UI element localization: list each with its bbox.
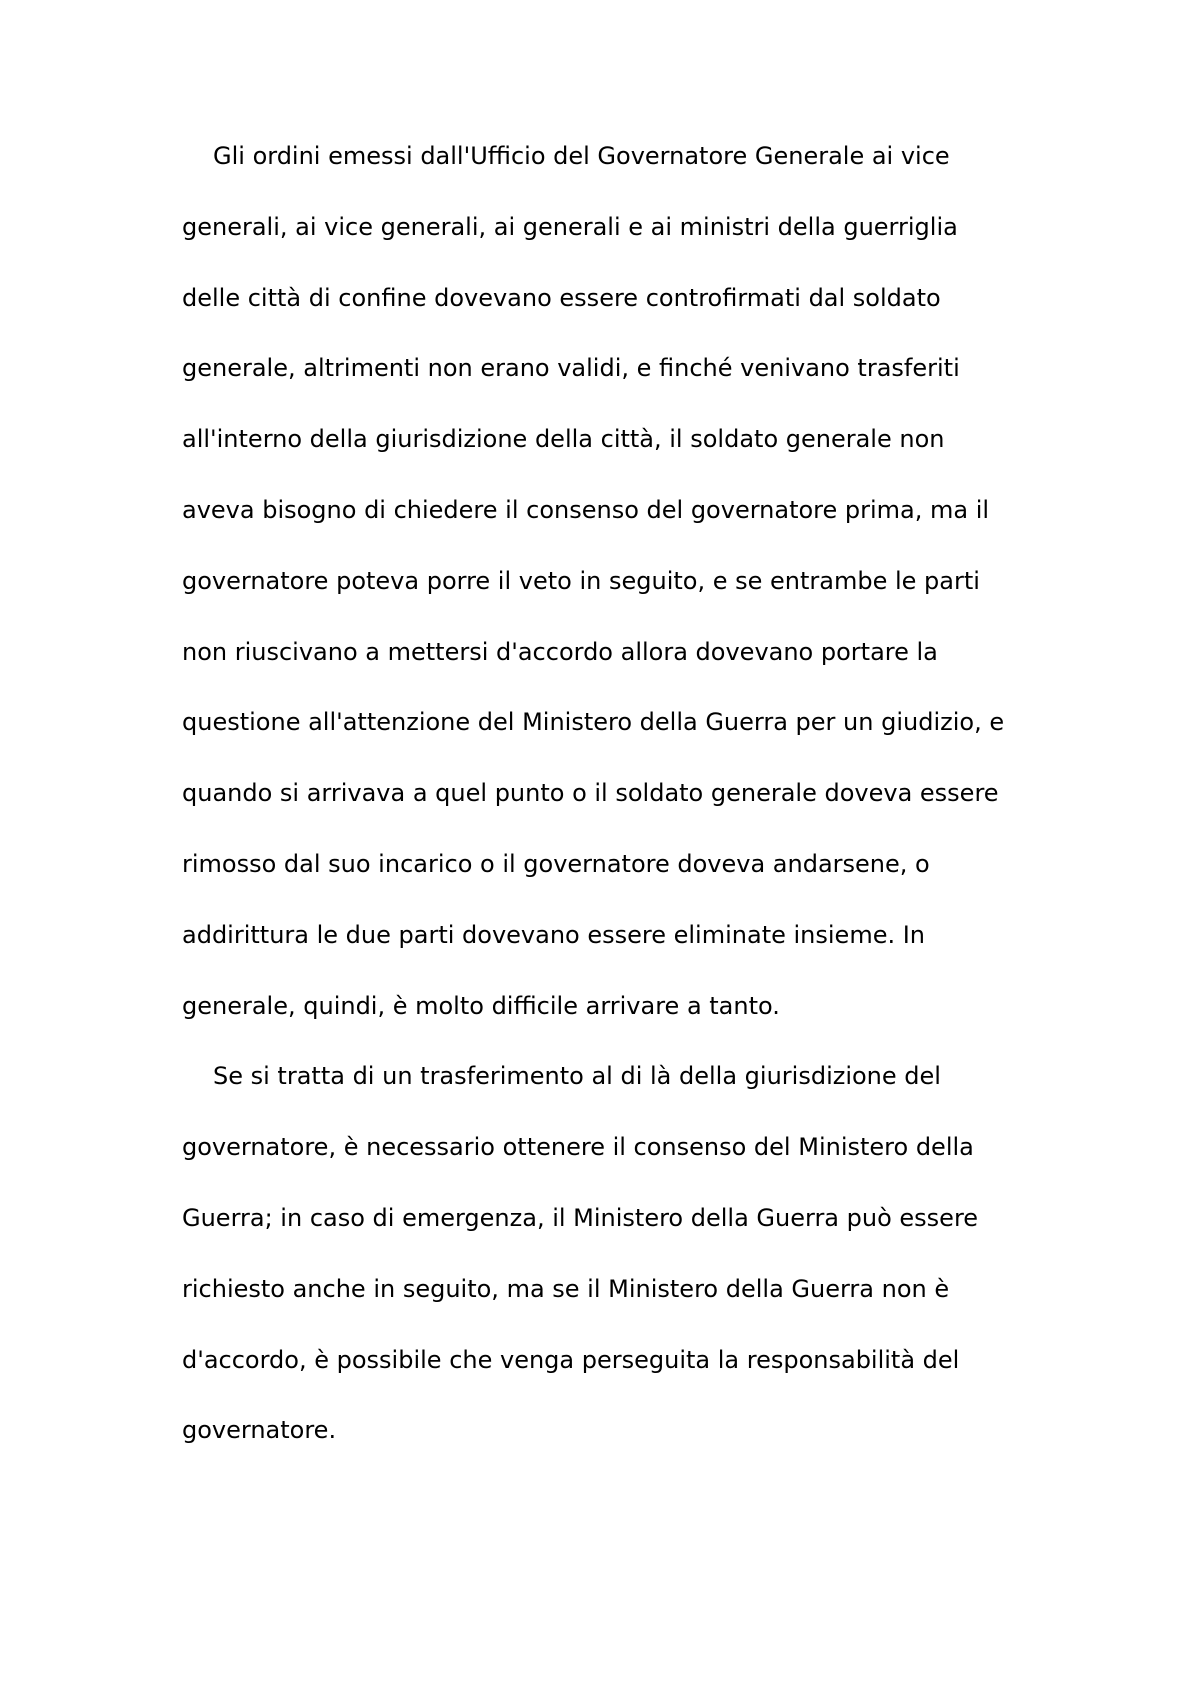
paragraph-line: questione all'attenzione del Ministero della Guerra per un giudizio, e (182, 708, 1005, 737)
paragraph-line: governatore. (182, 1416, 337, 1445)
paragraph-line: aveva bisogno di chiedere il consenso del governatore prima, ma il (182, 495, 990, 524)
paragraph-line: quando si arrivava a quel punto o il soldato generale doveva essere (182, 779, 999, 808)
paragraph-1 (182, 140, 1082, 1060)
paragraph-line: generali, ai vice generali, ai generali e ai ministri della guerriglia (182, 212, 958, 241)
paragraph-line: addirittura le due parti dovevano essere eliminate insieme. In (182, 920, 926, 949)
paragraph-line: rimosso dal suo incarico o il governatore doveva andarsene, o (182, 849, 930, 878)
paragraph-line: richiesto anche in seguito, ma se il Ministero della Guerra non è (182, 1274, 950, 1303)
paragraph-line: non riuscivano a mettersi d'accordo allora dovevano portare la (182, 637, 938, 666)
paragraph-line: d'accordo, è possibile che venga perseguita la responsabilità del (182, 1345, 960, 1374)
paragraph-line: generale, quindi, è molto difficile arrivare a tanto. (182, 991, 780, 1020)
paragraph-line: Se si tratta di un trasferimento al di là della giurisdizione del (213, 1062, 941, 1091)
paragraph-line: governatore, è necessario ottenere il consenso del Ministero della (182, 1133, 974, 1162)
document-body (182, 140, 1082, 1485)
paragraph-line: all'interno della giurisdizione della città, il soldato generale non (182, 425, 945, 454)
paragraph-line: generale, altrimenti non erano validi, e finché venivano trasferiti (182, 354, 960, 383)
paragraph-line: Gli ordini emessi dall'Ufficio del Governatore Generale ai vice (213, 142, 950, 170)
paragraph-line: Guerra; in caso di emergenza, il Ministero della Guerra può essere (182, 1203, 979, 1232)
paragraph-line: delle città di confine dovevano essere controfirmati dal soldato (182, 283, 941, 312)
paragraph-2 (182, 1060, 1082, 1485)
paragraph-line: governatore poteva porre il veto in seguito, e se entrambe le parti (182, 566, 980, 595)
